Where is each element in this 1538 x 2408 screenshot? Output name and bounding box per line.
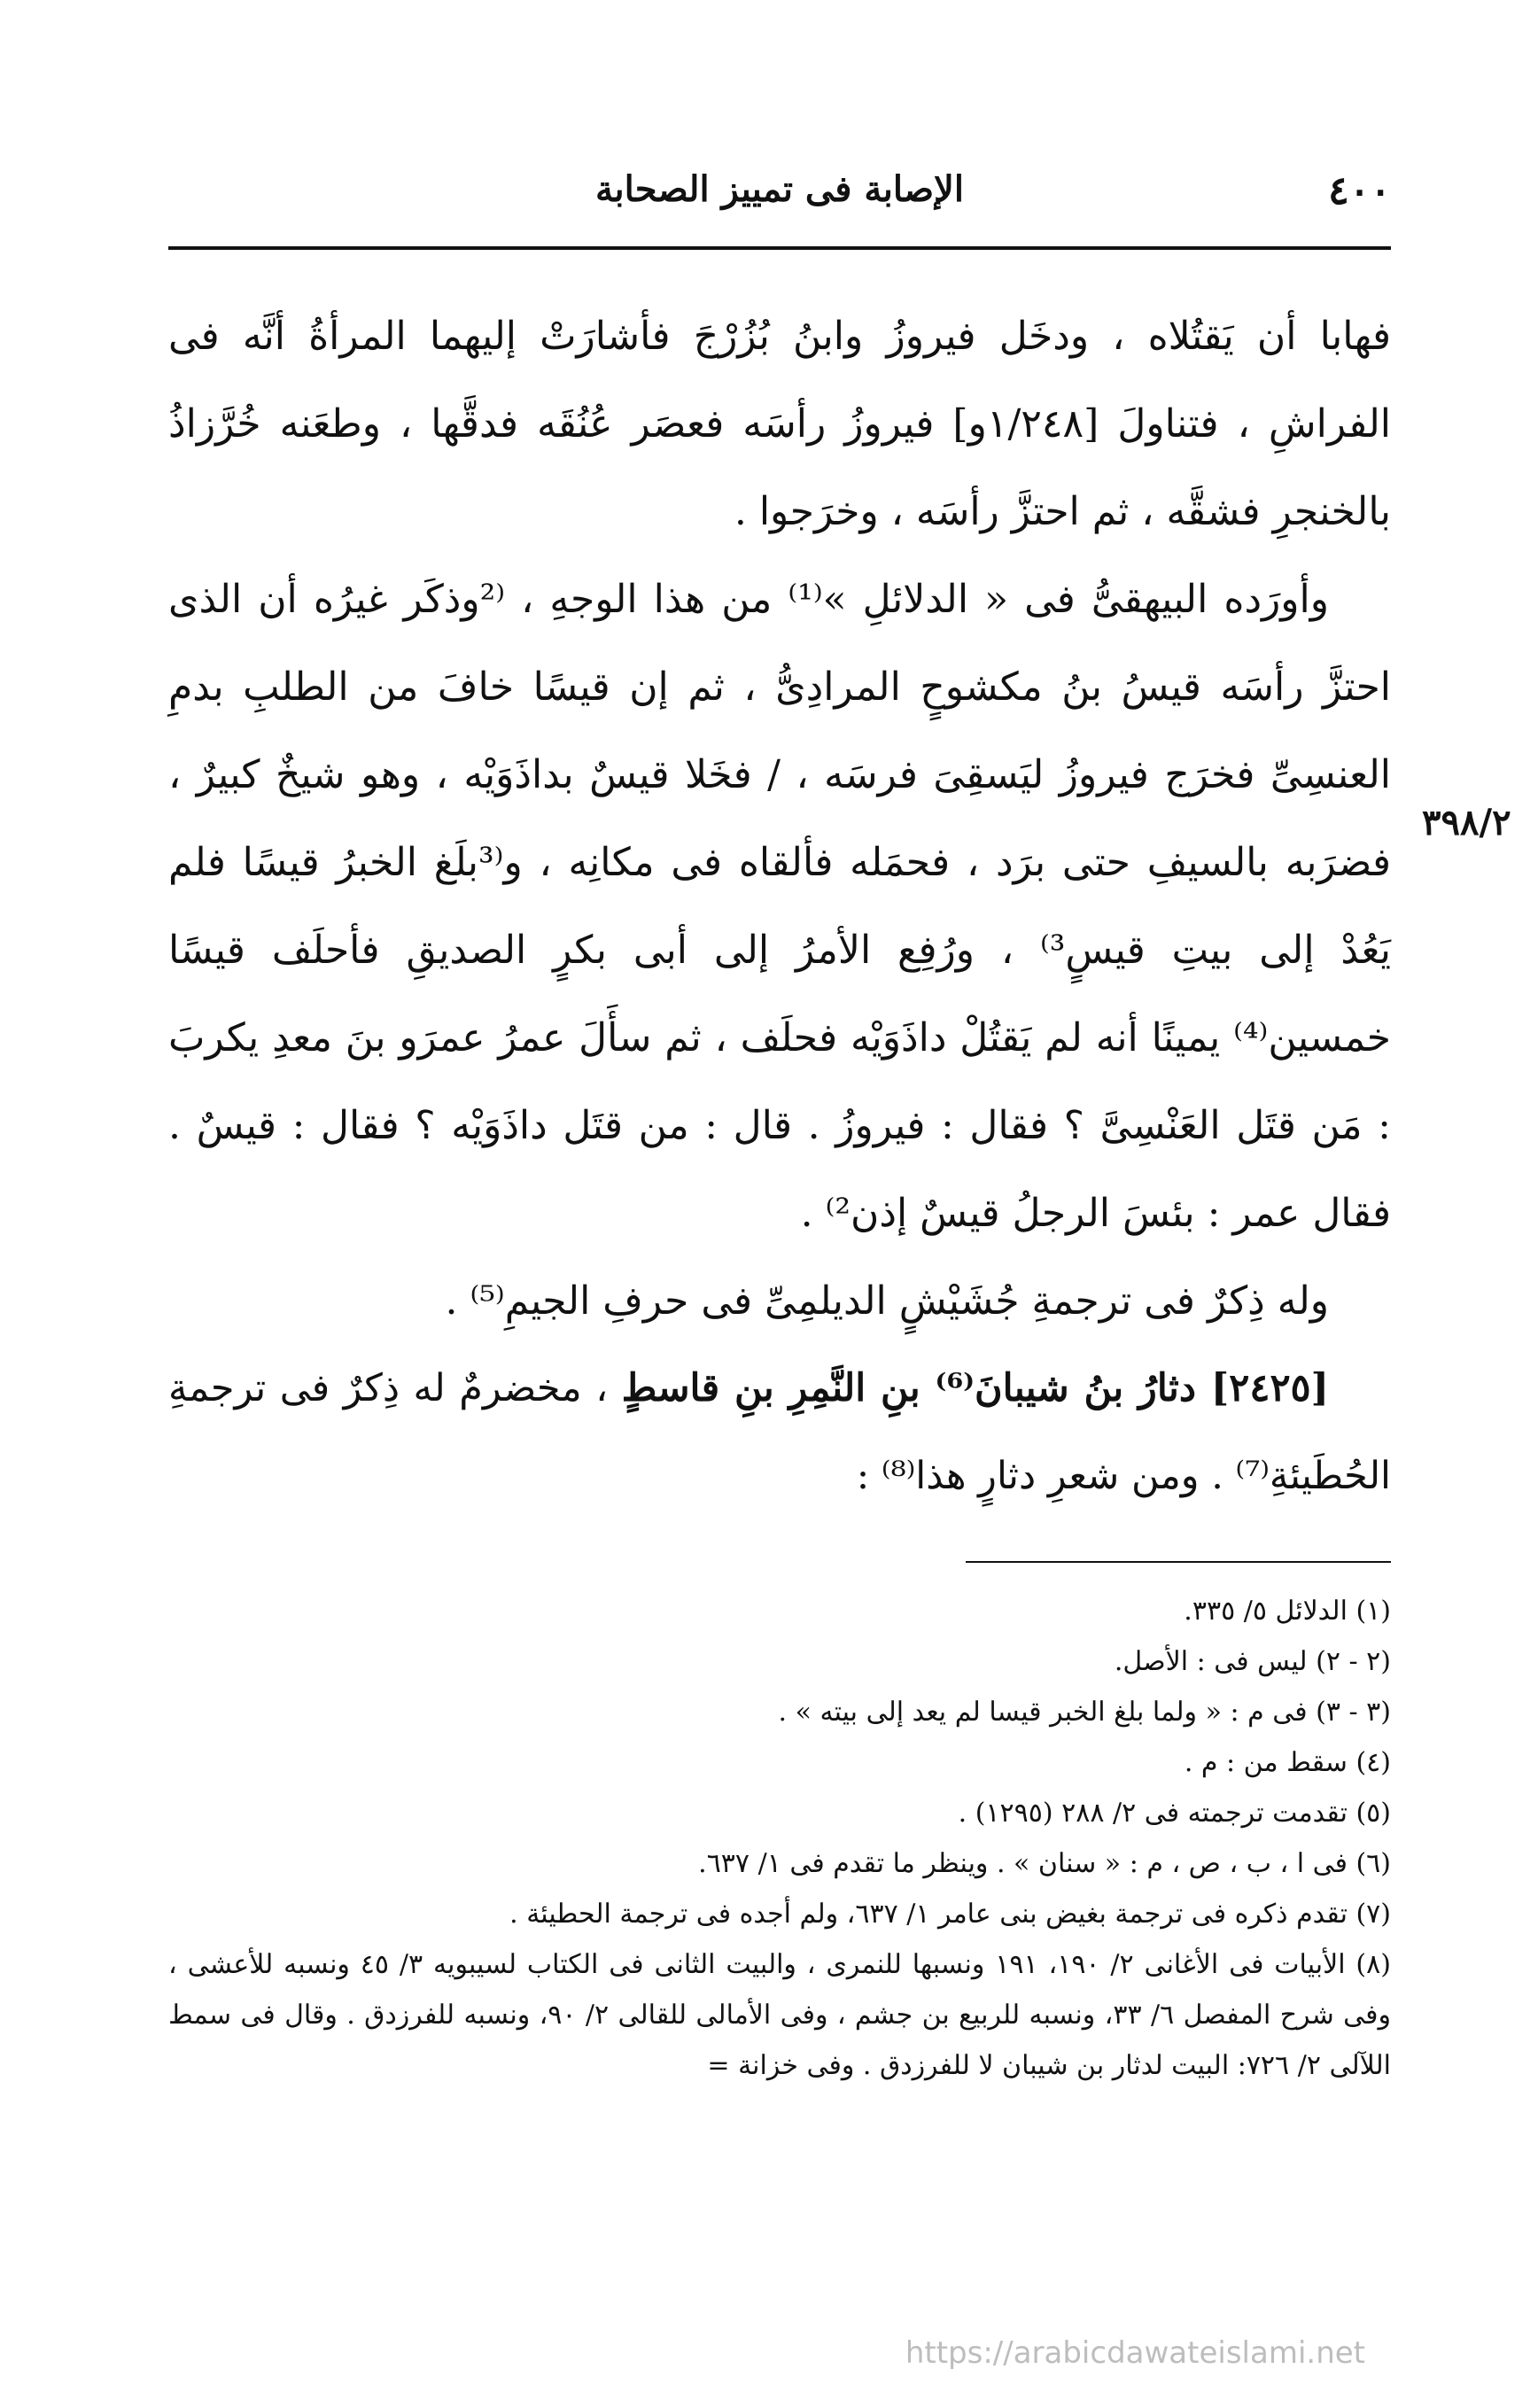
footnote-4: (٤) سقط من : م .	[1184, 1747, 1391, 1778]
paragraph-2: وأورَده البيهقىُّ فى « الدلائلِ »⁽¹⁾ من هذا الوجهِ ، ⁽²وذكَر غيرُه أن الذى احتزَّ رأسَه قيسُ بنُ مكشوحٍ المرادِىُّ ، ثم إن قيسًا خافَ من الطلبِ بدمِ العنسِىِّ فخرَج فيروزُ ليَسقِىَ فرسَه ، / فخَلا قيسٌ بداذَوَيْه ، وهو شيخٌ كبيرٌ ، فضرَبه بالسيفِ حتى برَد ، فحمَله فألقاه فى مكانِه ، و⁽³بلَغ الخبرُ قيسًا فلم يَعُدْ إلى بيتِ قيسٍ³⁾ ، ورُفِع الأمرُ إلى أبى بكرٍ الصديقِ فأحلَف قيسًا خمسين⁽⁴⁾ يمينًا أنه لم يَقتُلْ داذَوَيْه فحلَف ، ثم سأَلَ عمرُ عمرَو بنَ معدِ يكربَ : مَن قتَل العَنْسِىَّ ؟ فقال : فيروزُ . قال : من قتَل داذَوَيْه ؟ فقال : قيسٌ . فقال عمر : بئسَ الرجلُ قيسٌ إذن²⁾ .	[168, 577, 1392, 1236]
book-title: الإصابة فى تمييز الصحابة	[595, 168, 964, 210]
footnote-6: (٦) فى ا ، ب ، ص ، م : « سنان » . وينظر ما تقدم فى ١/ ٦٣٧.	[698, 1848, 1391, 1879]
entry-2425	[168, 1345, 1391, 1520]
footnote-1: (١) الدلائل ٥/ ٣٣٥.	[1184, 1596, 1391, 1627]
footnote-8: (٨) الأبيات فى الأغانى ٢/ ١٩٠، ١٩١ ونسبها للنمرى ، والبيت الثانى فى الكتاب لسيبويه ٣/ ٤٥ ونسبه للأعشى ، وفى شرح المفصل ٦/ ٣٣، ونسبه للربيع بن جشم ، وفى الأمالى للقالى ٢/ ٩٠، ونسبه للفرزدق . وقال فى سمط اللآلى ٢/ ٧٢٦: البيت لدثار بن شيبان لا للفرزدق . وفى خزانة =	[168, 1949, 1391, 2081]
footnote-divider	[966, 1561, 1391, 1563]
margin-page-reference: ٣٩٨/٢	[1422, 802, 1511, 843]
footnote-5: (٥) تقدمت ترجمته فى ٢/ ٢٨٨ (١٢٩٥) .	[958, 1798, 1391, 1829]
watermark-url: https://arabicdawateislami.net	[905, 2335, 1365, 2371]
paragraph-1: فهابا أن يَقتُلاه ، ودخَل فيروزُ وابنُ بُزُرْجَ فأشارَتْ إليهما المرأةُ أنَّه فى الفراشِ ، فتناولَ [١/٢٤٨و] فيروزُ رأسَه فعصَر عُنُقَه فدقَّها ، وطعَنه خُرَّزاذُ بالخنجرِ فشقَّه ، ثم احتزَّ رأسَه ، وخرَجوا .	[168, 314, 1391, 534]
entry-text: ، مخضرمٌ له ذِكرٌ فى ترجمةِ الحُطَيئةِ⁽⁷⁾ . ومن شعرِ دثارٍ هذا⁽⁸⁾ :	[168, 1366, 1391, 1498]
main-text	[168, 292, 1391, 1520]
footnote-2: (٢ - ٢) ليس فى : الأصل.	[1114, 1646, 1391, 1677]
header-divider	[168, 246, 1391, 250]
footnotes	[168, 1586, 1391, 2091]
entry-heading: [٢٤٢٥] دثارُ بنُ شيبانَ⁽⁶⁾ بنِ النَّمِرِ بنِ قاسطٍ	[621, 1366, 1329, 1410]
footnote-7: (٧) تقدم ذكره فى ترجمة بغيض بنى عامر ١/ ٦٣٧، ولم أجده فى ترجمة الحطيئة .	[509, 1899, 1391, 1930]
page-number: ٤٠٠	[1328, 168, 1391, 214]
page-header	[168, 168, 1391, 230]
footnote-3: (٣ - ٣) فى م : « ولما بلغ الخبر قيسا لم يعد إلى بيته » .	[778, 1697, 1391, 1728]
paragraph-3: وله ذِكرٌ فى ترجمةِ جُشَيْشٍ الديلمِىِّ فى حرفِ الجيمِ⁽⁵⁾ .	[445, 1278, 1329, 1324]
